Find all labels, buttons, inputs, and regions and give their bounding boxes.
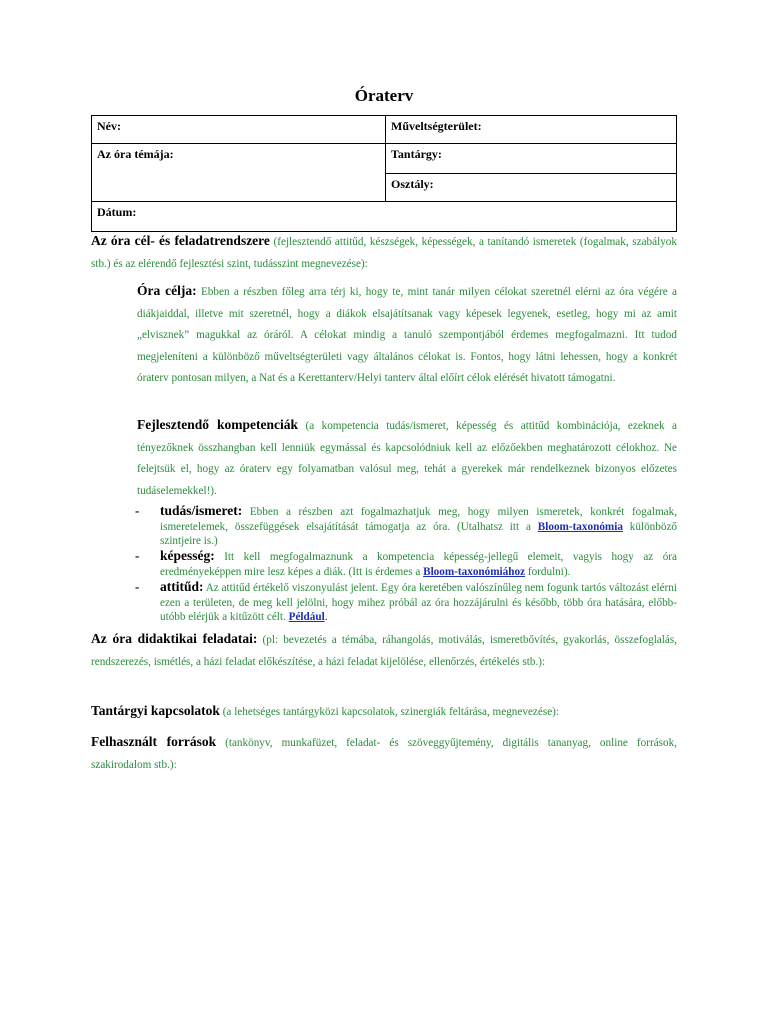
knowledge-text-end: különböző szintjeire is.): [160, 520, 678, 547]
sources-section: [91, 731, 677, 776]
list-item: [137, 580, 677, 624]
goals-section: [91, 230, 677, 275]
list-dash: -: [135, 503, 140, 518]
attitude-heading: attitűd:: [160, 579, 204, 594]
list-dash: -: [135, 548, 140, 563]
ability-heading: képesség:: [160, 548, 215, 563]
list-item: [137, 549, 677, 579]
topic-cell: Az óra témája:: [92, 144, 386, 202]
page-title: Óraterv: [354, 86, 414, 105]
subject-links-heading: Tantárgyi kapcsolatok: [91, 703, 220, 718]
goals-heading: Az óra cél- és feladatrendszere: [91, 233, 270, 248]
knowledge-text: Ebben a részben azt fogalmazhatjuk meg, hogy milyen ismeretek, konkrét fogalmak, ismeretelemek, összefüggések elsajátítását támogatja az óra. (Utalhatsz itt a: [160, 506, 677, 533]
name-cell: Név:: [92, 116, 386, 144]
attitude-text: Az attitűd értékelő viszonyulást jelent. Egy óra keretében valószínűleg nem fogunk tartós változást elérni ezen a területen, de meg kell jelölni, hogy mihez próbál az óra hozzájárulni és később, több óra hatására, előbb-utóbb elérjük a kitűzött célt.: [160, 582, 677, 623]
lesson-aim-section: [137, 280, 677, 390]
didactic-heading: Az óra didaktikai feladatai:: [91, 631, 258, 646]
sources-text: (tankönyv, munkafüzet, feladat- és szöveggyűjtemény, digitális tananyag, online források, szakirodalom stb.):: [91, 737, 677, 771]
list-item: [137, 504, 677, 548]
attitude-text-end: .: [324, 611, 328, 623]
didactic-text: (pl: bevezetés a témába, ráhangolás, motiválás, ismeretbővítés, gyakorlás, összefoglalás, rendszerezés, ismétlés, a házi feladat előkészítése, a házi feladat kijelölése, ellenőrzés, értékelés stb.):: [91, 634, 677, 668]
bloom-taxonomy-link-2[interactable]: Bloom-taxonómiához: [423, 565, 526, 578]
competencies-section: [137, 414, 677, 502]
class-cell: Osztály:: [386, 174, 677, 202]
lesson-aim-heading: Óra célja:: [137, 283, 197, 298]
lesson-aim-text: Ebben a részben főleg arra térj ki, hogy te, mint tanár milyen célokat szeretnél elérni az óra végére a diákjaiddal, illetve mit szeretnél, hogy a diákok elsajátítsanak vagy képesek legyenek, esetleg, hogy mi az amit „elvisznek” magukkal az óráról. A célokat mindig a tanuló szempontjából érdemes megfogalmazni. Itt tudod megjeleníteni a különböző műveltségterületi vagy általános célokat is. Fontos, hogy látni lehessen, hogy a konkrét óraterv pontosan milyen, a Nat és a Kerettanterv/Helyi tanterv által előírt célok elérését hivatott támogatni.: [137, 286, 677, 384]
subject-area-cell: Műveltségterület:: [386, 116, 677, 144]
knowledge-heading: tudás/ismeret:: [160, 503, 243, 518]
goals-text: (fejlesztendő attitűd, készségek, képességek, a tanítandó ismeretek (fogalmak, szabályok stb.) és az elérendő fejlesztési szint, tudásszint megnevezése):: [91, 236, 677, 270]
ability-text-end: fordulni).: [525, 565, 571, 578]
competencies-text: (a kompetencia tudás/ismeret, képesség és attitűd kombinációja, ezeknek a tényezőknek összhangban kell lenniük egymással és kapcsolódniuk kell az előzőekben meghatározott célokhoz. Ne felejtsük el, hogy az óraterv egy folyamatban valósul meg, tehát a gyerekek már rendelkeznek bizonyos előzetes tudáselemekkel!).: [137, 420, 677, 497]
bloom-taxonomy-link[interactable]: Bloom-taxonómia: [537, 520, 623, 533]
didactic-section: [91, 628, 677, 673]
ability-text: Itt kell megfogalmaznunk a kompetencia képesség-jellegű elemeit, vagyis hogy az óra eredményeképpen mire lesz képes a diák. (Itt is érdemes a: [160, 551, 677, 578]
competencies-heading: Fejlesztendő kompetenciák: [137, 417, 299, 432]
list-dash: -: [135, 579, 140, 594]
date-cell: Dátum:: [92, 202, 677, 232]
subject-links-section: [91, 700, 677, 724]
subject-cell: Tantárgy:: [386, 144, 677, 174]
example-link[interactable]: Például: [288, 611, 325, 623]
header-table: [91, 115, 677, 232]
subject-links-text: (a lehetséges tantárgyközi kapcsolatok, szinergiák feltárása, megnevezése):: [219, 706, 560, 718]
sources-heading: Felhasznált források: [91, 734, 217, 749]
